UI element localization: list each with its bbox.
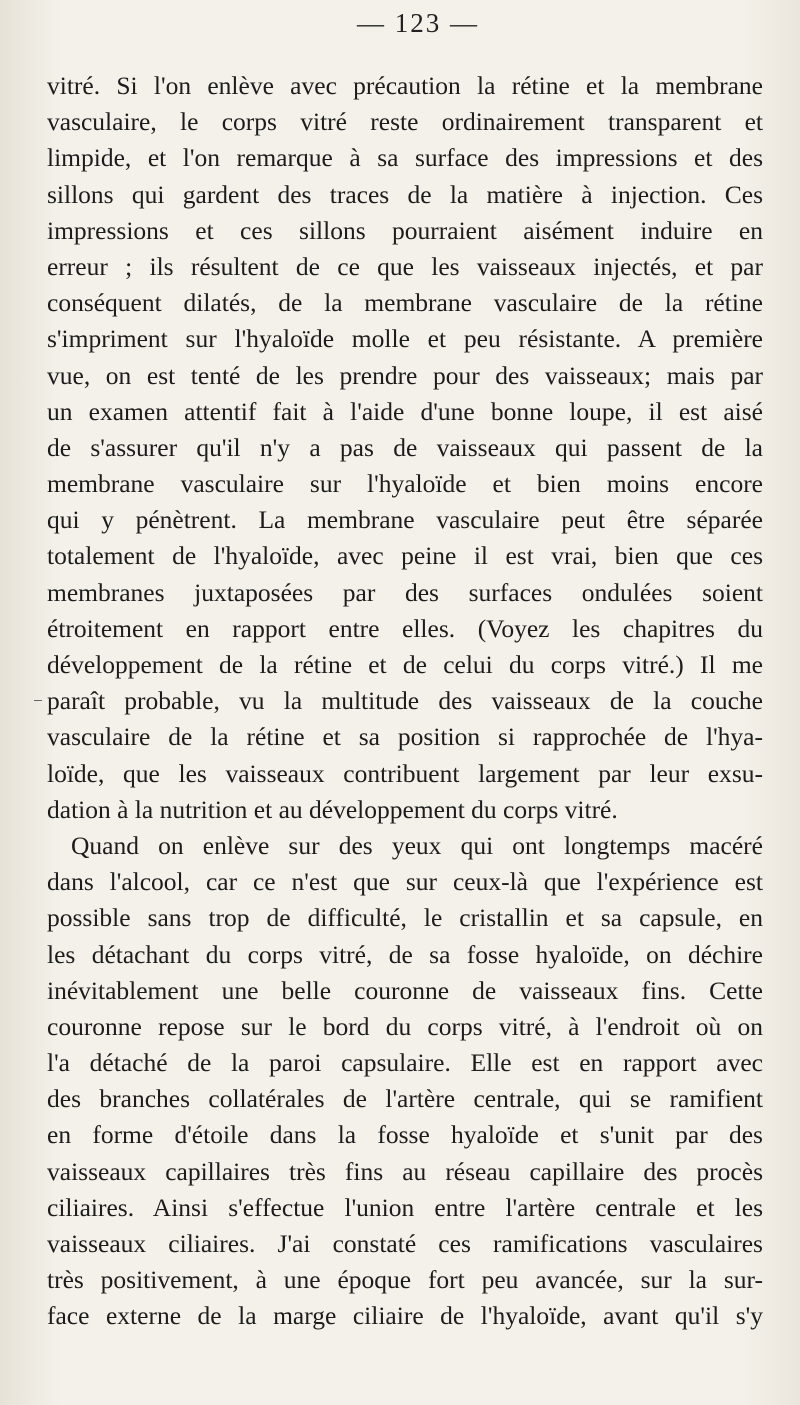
text-line: étroitement en rapport entre elles. (Voyez les chapitres du xyxy=(47,613,763,643)
text-line: dation à la nutrition et au développement du corps vitré. xyxy=(47,794,618,824)
text-line: ciliaires. Ainsi s'effectue l'union entre l'artère centrale et les xyxy=(47,1192,763,1222)
text-line: qui y pénètrent. La membrane vasculaire peut être séparée xyxy=(47,505,763,535)
text-line: limpide, et l'on remarque à sa surface des impressions et des xyxy=(47,143,763,173)
text-line: un examen attentif fait à l'aide d'une bonne loupe, il est aisé xyxy=(47,396,763,426)
text-line: de s'assurer qu'il n'y a pas de vaisseaux qui passent de la xyxy=(47,432,763,462)
body-text xyxy=(47,68,763,1335)
text-line: loïde, que les vaisseaux contribuent largement par leur exsu- xyxy=(47,758,763,788)
text-line: possible sans trop de difficulté, le cristallin et sa capsule, en xyxy=(47,903,763,933)
text-line: totalement de l'hyaloïde, avec peine il est vrai, bien que ces xyxy=(47,541,763,571)
text-line: inévitablement une belle couronne de vaisseaux fins. Cette xyxy=(47,975,763,1005)
text-line: s'impriment sur l'hyaloïde molle et peu résistante. A première xyxy=(47,324,763,354)
text-line: membranes juxtaposées par des surfaces ondulées soient xyxy=(47,577,763,607)
page-number: — 123 — xyxy=(357,8,479,38)
text-line: conséquent dilatés, de la membrane vasculaire de la rétine xyxy=(47,288,763,318)
text-line: développement de la rétine et de celui du corps vitré.) Il me xyxy=(47,650,763,679)
text-line: sillons qui gardent des traces de la matière à injection. Ces xyxy=(47,179,763,209)
text-line: des branches collatérales de l'artère centrale, qui se ramifient xyxy=(47,1084,763,1114)
text-line: impressions et ces sillons pourraient aisément induire en xyxy=(47,215,763,245)
text-line: paraît probable, vu la multitude des vaisseaux de la couche xyxy=(47,686,763,716)
text-line: vaisseaux ciliaires. J'ai constaté ces ramifications vasculaires xyxy=(47,1229,763,1258)
text-line: erreur ; ils résultent de ce que les vaisseaux injectés, et par xyxy=(47,251,763,281)
text-line: vaisseaux capillaires très fins au réseau capillaire des procès xyxy=(47,1156,763,1186)
text-line: Quand on enlève sur des yeux qui ont longtemps macéré xyxy=(71,830,763,860)
text-line: en forme d'étoile dans la fosse hyaloïde et s'unit par des xyxy=(47,1120,763,1150)
text-line: vasculaire, le corps vitré reste ordinairement transparent et xyxy=(47,107,763,137)
text-line: très positivement, à une époque fort peu avancée, sur la sur- xyxy=(47,1265,763,1295)
margin-mark xyxy=(34,700,42,701)
text-line: membrane vasculaire sur l'hyaloïde et bien moins encore xyxy=(47,469,763,499)
text-line: l'a détaché de la paroi capsulaire. Elle est en rapport avec xyxy=(47,1048,763,1078)
text-line: face externe de la marge ciliaire de l'hyaloïde, avant qu'il s'y xyxy=(47,1301,763,1331)
text-line: dans l'alcool, car ce n'est que sur ceux-là que l'expérience est xyxy=(47,867,763,897)
text-line: vasculaire de la rétine et sa position si rapprochée de l'hya- xyxy=(47,722,763,752)
text-line: vitré. Si l'on enlève avec précaution la rétine et la membrane xyxy=(47,71,763,100)
text-line: les détachant du corps vitré, de sa fosse hyaloïde, on déchire xyxy=(47,939,763,969)
text-line: couronne repose sur le bord du corps vitré, à l'endroit où on xyxy=(47,1011,763,1041)
text-line: vue, on est tenté de les prendre pour des vaisseaux; mais par xyxy=(47,360,763,390)
